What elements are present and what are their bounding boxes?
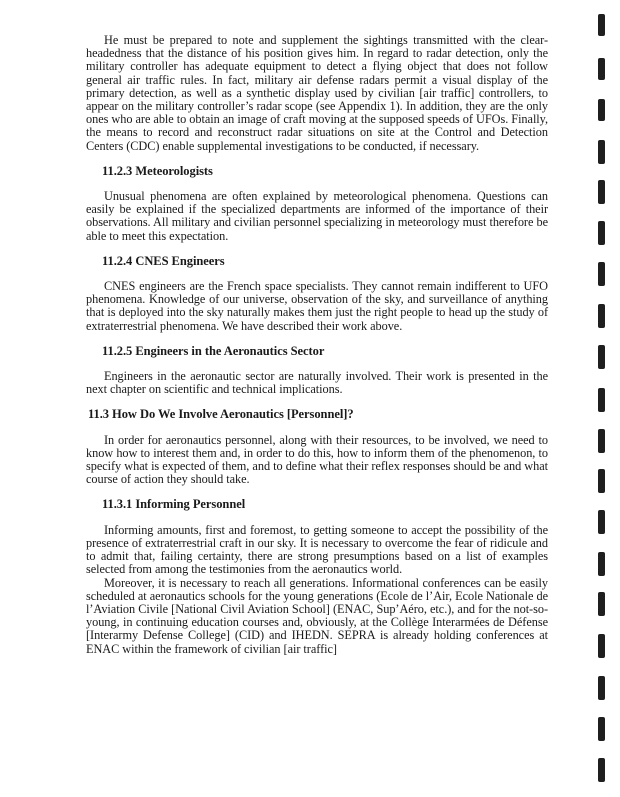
binding-hole — [598, 388, 605, 412]
heading-11-2-3: 11.2.3 Meteorologists — [102, 163, 213, 178]
binding-holes-strip — [598, 0, 610, 797]
binding-hole — [598, 592, 605, 616]
paragraph-radar-detection: He must be prepared to note and supplement the sightings transmitted with the clear-headedness that the distance of his position gives him. In regard to radar detection, only the military controller has adequate equipment to detect a flying object that does not follow general air traffic rules. In fact, military air defense radars permit a visual display of the primary detection, as well as a synthetic display used by civilian [air traffic] controllers, to appear on the military controller’s radar scope (see Appendix 1). In addition, they are the only ones who are able to obtain an image of craft moving at the supposed speeds of UFOs. Finally, the means to record and reconstruct radar situations on site at the Control and Detection Centers (CDC) enable supplemental investigations to be conducted, if necessary. — [86, 33, 548, 153]
binding-hole — [598, 345, 605, 369]
paragraph-informing-personnel: Informing amounts, first and foremost, to getting someone to accept the possibility of the presence of extraterrestrial craft in our sky. It is necessary to overcome the fear of ridicule and to admit that, failing certainty, there are strong presumptions based on a list of examples selected from among the testimonies from the aeronautics world. — [86, 522, 548, 577]
binding-hole — [598, 14, 605, 36]
binding-hole — [598, 180, 605, 204]
binding-hole — [598, 429, 605, 453]
paragraph-cnes-engineers: CNES engineers are the French space specialists. They cannot remain indifferent to UFO phenomena. Knowledge of our universe, observation of the sky, and surveillance of anything that is deployed into the sky naturally makes them just the right people to head up the study of extraterrestrial phenomena. We have described their work above. — [86, 279, 548, 333]
paragraph-involve-personnel: In order for aeronautics personnel, along with their resources, to be involved, we need to know how to interest them and, in order to do this, how to inform them of the phenomenon, to specify what is expected of them, and to define what their reflex responses should be and what course of action they should take. — [86, 432, 548, 487]
binding-hole — [598, 510, 605, 534]
binding-hole — [598, 469, 605, 493]
paragraph-conferences: Moreover, it is necessary to reach all generations. Informational conferences can be easily scheduled at aeronautics schools for the young generations (Ecole de l’Air, Ecole Nationale de l’Aviation Civile [National Civil Aviation School] (ENAC, Sup’Aéro, etc.), and for the not-so-young, in continuing education courses and, obviously, at the Collège Interarmées de Défense [Interarmy Defense College] (CID) and IHEDN. SEPRA is already holding conferences at ENAC within the framework of civilian [air traffic] — [86, 575, 548, 656]
binding-hole — [598, 221, 605, 245]
binding-hole — [598, 58, 605, 80]
binding-hole — [598, 304, 605, 328]
heading-11-2-4: 11.2.4 CNES Engineers — [102, 253, 225, 268]
document-body — [86, 34, 548, 656]
binding-hole — [598, 676, 605, 700]
paragraph-meteorologists: Unusual phenomena are often explained by meteorological phenomena. Questions can easily be explained if the specialized departments are informed of the importance of their observations. All military and civilian personnel specializing in meteorology must therefore be able to meet this expectation. — [86, 189, 548, 243]
paragraph-aeronautics-engineers: Engineers in the aeronautic sector are naturally involved. Their work is presented in the next chapter on scientific and technical implications. — [86, 369, 548, 397]
binding-hole — [598, 717, 605, 741]
binding-hole — [598, 758, 605, 782]
binding-hole — [598, 140, 605, 164]
binding-hole — [598, 634, 605, 658]
heading-11-2-5: 11.2.5 Engineers in the Aeronautics Sector — [102, 343, 325, 358]
heading-11-3-1: 11.3.1 Informing Personnel — [102, 497, 246, 512]
binding-hole — [598, 552, 605, 576]
binding-hole — [598, 262, 605, 286]
heading-11-3: 11.3 How Do We Involve Aeronautics [Personnel]? — [88, 407, 354, 422]
binding-hole — [598, 99, 605, 121]
